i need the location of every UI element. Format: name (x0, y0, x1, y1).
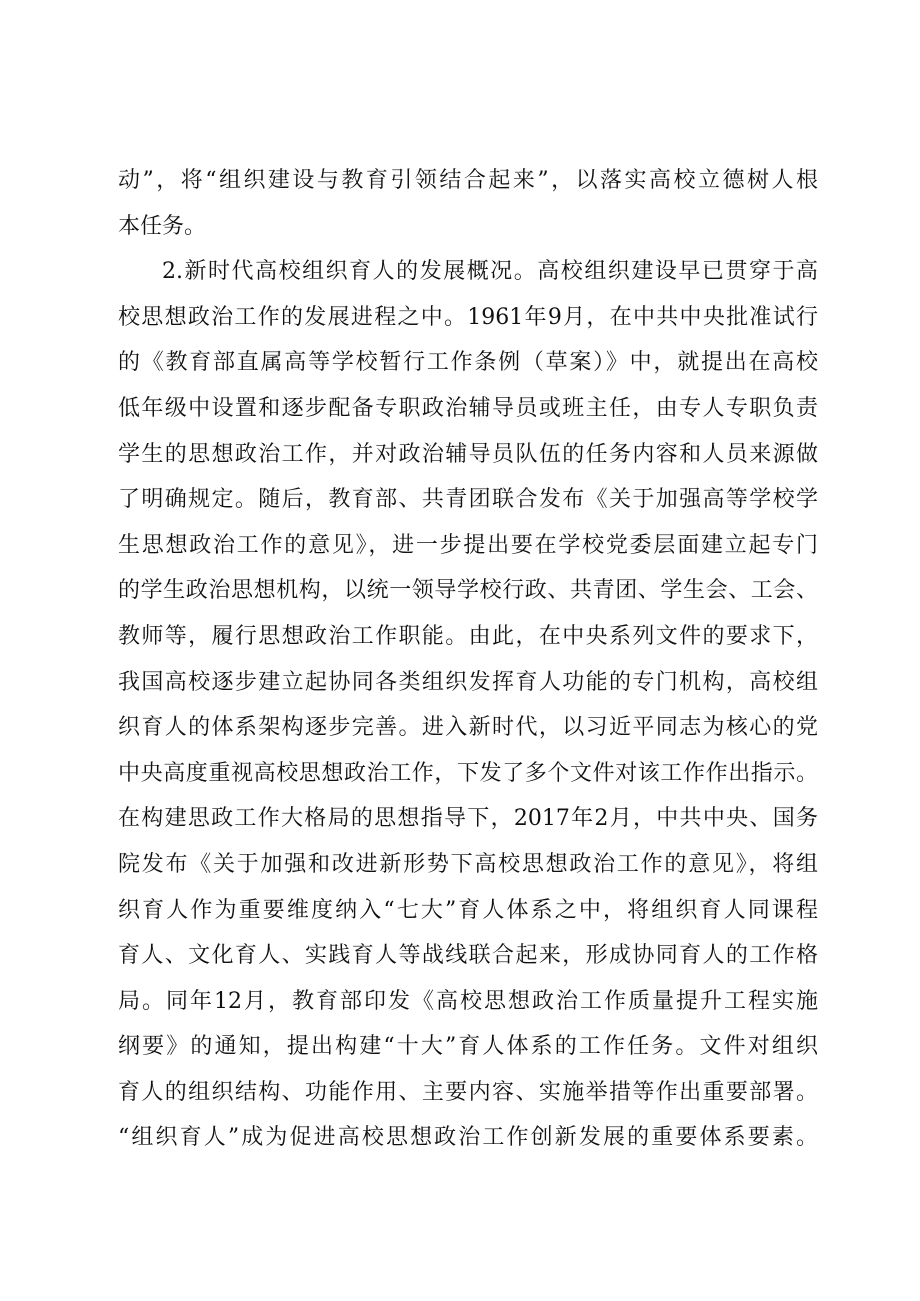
text-line: 生思想政治工作的意见》，进一步提出要在学校党委层面建立起专门 (118, 532, 818, 558)
text-line: 中央高度重视高校思想政治工作，下发了多个文件对该工作作出指示。 (118, 760, 818, 786)
text-line: 校思想政治工作的发展进程之中。1961年9月，在中共中央批准试行 (118, 304, 818, 330)
text-line: 织育人作为重要维度纳入“七大”育人体系之中，将组织育人同课程 (118, 897, 818, 923)
text-line: 育人、文化育人、实践育人等战线联合起来，形成协同育人的工作格 (118, 943, 818, 969)
text-line: 育人的组织结构、功能作用、主要内容、实施举措等作出重要部署。 (118, 1079, 818, 1105)
text-line: 动”，将“组织建设与教育引领结合起来”，以落实高校立德树人根 (118, 168, 818, 193)
text-line: 的学生政治思想机构，以统一领导学校行政、共青团、学生会、工会、 (118, 578, 818, 604)
text-line: 我国高校逐步建立起协同各类组织发挥育人功能的专门机构，高校组 (118, 669, 818, 695)
body-text (118, 158, 818, 1161)
text-line: 院发布《关于加强和改进新形势下高校思想政治工作的意见》，将组 (118, 851, 818, 877)
text-line: 学生的思想政治工作，并对政治辅导员队伍的任务内容和人员来源做 (118, 441, 818, 467)
text-line: 在构建思政工作大格局的思想指导下，2017年2月，中共中央、国务 (118, 806, 818, 832)
text-line: 本任务。 (118, 213, 207, 239)
text-line: 局。同年12月，教育部印发《高校思想政治工作质量提升工程实施 (118, 988, 818, 1014)
text-line: 织育人的体系架构逐步完善。进入新时代，以习近平同志为核心的党 (118, 715, 818, 741)
text-line: 纲要》的通知，提出构建“十大”育人体系的工作任务。文件对组织 (118, 1034, 818, 1060)
text-line: 了明确规定。随后，教育部、共青团联合发布《关于加强高等学校学 (118, 487, 818, 513)
text-line: 教师等，履行思想政治工作职能。由此，在中央系列文件的要求下， (118, 623, 818, 649)
text-line: 低年级中设置和逐步配备专职政治辅导员或班主任，由专人专职负责 (118, 395, 818, 421)
text-line: 2.新时代高校组织育人的发展概况。高校组织建设早已贯穿于高 (162, 259, 818, 285)
text-line: 的《教育部直属高等学校暂行工作条例（草案）》中，就提出在高校 (118, 350, 818, 376)
text-line: “组织育人”成为促进高校思想政治工作创新发展的重要体系要素。 (118, 1125, 818, 1151)
